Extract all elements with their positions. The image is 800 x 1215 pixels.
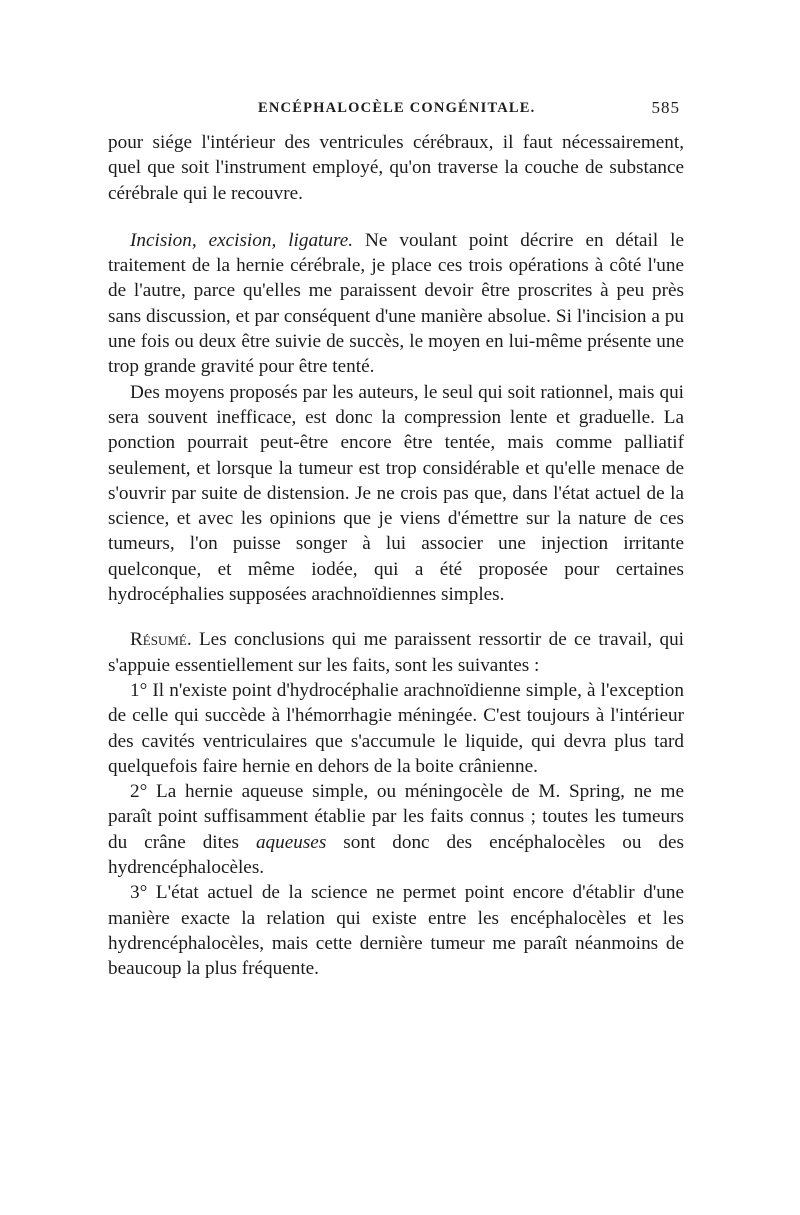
paragraph-resume	[108, 627, 684, 678]
paragraph-incision	[108, 228, 684, 380]
paragraph-lead-italic: Incision, excision, ligature.	[130, 229, 354, 251]
paragraph-lead-smallcaps: Résumé.	[130, 629, 192, 651]
section-spacer	[108, 607, 684, 627]
book-page	[108, 96, 684, 982]
italic-term: aqueuses	[255, 831, 327, 853]
paragraph-compression: Des moyens proposés par les auteurs, le seul qui soit rationnel, mais qui sera souvent inefficace, est donc la compression lente et graduelle. La ponction pourrait peut-être encore être tentée, mais comme palliatif seulement, et lorsque la tumeur est trop considérable et qu'elle menace de s'ouvrir par suite de distension. Je ne crois pas que, dans l'état actuel de la science, et avec les opinions que je viens d'émettre sur la nature de ces tumeurs, l'on puisse songer à lui associer une injection irritante quelconque, et même iodée, qui a été proposée pour certaines hydrocéphalies supposées arachnoïdiennes simples.	[108, 381, 684, 606]
paragraph-body: Les conclusions qui me paraissent ressortir de ce travail, qui s'appuie essentiellement sur les faits, sont les suivantes :	[108, 629, 684, 676]
page-number: 585	[651, 98, 680, 117]
conclusion-item-1: 1° Il n'existe point d'hydrocéphalie arachnoïdienne simple, à l'exception de celle qui succède à l'hémorrhagie méningée. C'est toujours à l'intérieur des cavités ventriculaires que s'accumule le liquide, qui devra plus tard quelquefois faire hernie en dehors de la boite crânienne.	[108, 679, 684, 777]
conclusion-item-2	[108, 779, 684, 880]
conclusion-item-3: 3° L'état actuel de la science ne permet point encore d'établir d'une manière exacte la relation qui existe entre les encéphalocèles et les hydrencéphalocèles, mais cette dernière tumeur me paraît néanmoins de beaucoup la plus fréquente.	[108, 882, 684, 980]
paragraph-body: sont donc des encéphalocèles ou des hydrencéphalocèles.	[108, 831, 684, 879]
paragraph-continuation: pour siége l'intérieur des ventricules cérébraux, il faut nécessairement, quel que soit l'instrument employé, qu'on traverse la couche de substance cérébrale qui le recouvre.	[108, 132, 684, 204]
running-head	[108, 96, 684, 130]
paragraph-body: 2° La hernie aqueuse simple, ou méningocèle de M. Spring, ne me paraît point suffisamment établie par les faits connus ; toutes les tumeurs du crâne dites	[108, 781, 684, 853]
running-head-title: ENCÉPHALOCÈLE CONGÉNITALE.	[258, 100, 536, 116]
section-spacer	[108, 206, 684, 228]
paragraph-body: Ne voulant point décrire en détail le traitement de la hernie cérébrale, je place ces trois opérations à côté l'une de l'autre, parce qu'elles me paraissent devoir être proscrites à peu près sans discussion, et par conséquent d'une manière absolue. Si l'incision a pu une fois ou deux être suivie de succès, le moyen en lui-même présente une trop grande gravité pour être tenté.	[108, 229, 684, 378]
